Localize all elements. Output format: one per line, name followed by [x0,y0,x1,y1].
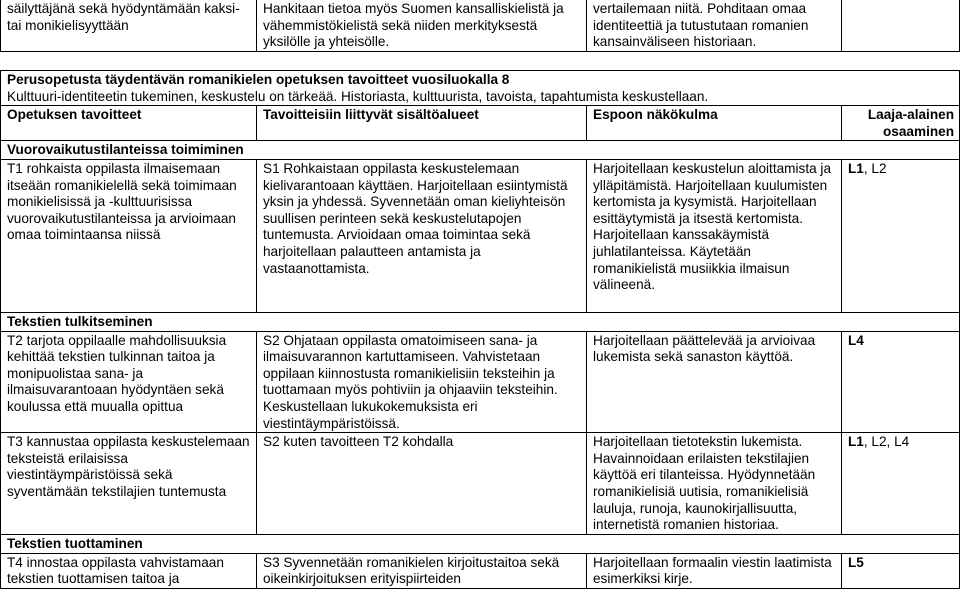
skill-other: , L2, L4 [863,434,910,450]
objectives-table [0,70,960,589]
header-espoo: Espoon näkökulma [587,106,842,141]
cell-content: S2 Ohjataan oppilasta omatoimiseen sana- ja ilmaisuvarannon kartuttamiseen. Vahvistetaan oppilaan kiinnostusta romanikielisiin teksteihin ja tuottamaan myös pohtiviin ja ohjaaviin teksteihin. Keskustellaan lukukokemuksista eri viestintäympäristöissä. [257,331,587,433]
group-heading-row [1,141,960,160]
table-row [1,0,960,52]
cell-skills [842,0,960,52]
header-skills: Laaja-alainen osaaminen [842,106,960,141]
skill-primary: L5 [848,554,864,570]
cell-goal: T4 innostaa oppilasta vahvistamaan tekstien tuottamisen taitoa ja [1,553,257,588]
cell-skills [842,433,960,535]
cell-skills [842,159,960,312]
group-heading: Tekstien tuottaminen [1,535,960,554]
section-title-row [1,71,960,106]
cell-espoo: Harjoitellaan päättelevää ja arvioivaa lukemista sekä sanaston käyttöä. [587,331,842,433]
cell-content: S2 kuten tavoitteen T2 kohdalla [257,433,587,535]
cell-espoo: Harjoitellaan keskustelun aloittamista ja ylläpitämistä. Harjoitellaan kuulumisten kertomista ja kysymistä. Harjoitellaan esittäytymistä ja itsestä kertomista. Harjoitellaan kanssakäymistä juhlatilanteissa. Käytetään romanikielistä musiikkia ilmaisun välineenä. [587,159,842,312]
cell-skills [842,553,960,588]
cell-espoo: vertailemaan niitä. Pohditaan omaa identiteettiä ja tutustutaan romanien kansainväliseen historiaan. [587,0,842,52]
table-row [1,331,960,433]
header-content: Tavoitteisiin liittyvät sisältöalueet [257,106,587,141]
header-goals: Opetuksen tavoitteet [1,106,257,141]
cell-espoo: Harjoitellaan formaalin viestin laatimista esimerkiksi kirje. [587,553,842,588]
cell-espoo: Harjoitellaan tietotekstin lukemista. Havainnoidaan erilaisten tekstilajien käyttöä eri tilanteissa. Hyödynnetään romanikielisiä uutisia, romanikielisiä lauluja, runoja, kaunokirjallisuutta, internetistä romanien historiaa. [587,433,842,535]
cell-skills [842,331,960,433]
skill-primary: L1 [848,160,864,176]
group-heading-row [1,535,960,554]
group-heading: Tekstien tulkitseminen [1,312,960,331]
cell-goal: T2 tarjota oppilaalle mahdollisuuksia kehittää tekstien tulkinnan taitoa ja monipuolistaa sana- ja ilmaisuvarantoaan hyödyntäen sekä koulussa että muualla opittua [1,331,257,433]
header-row [1,106,960,141]
skill-other: , L2 [863,160,887,176]
cell-goal: säilyttäjänä sekä hyödyntämään kaksi- tai monikielisyyttään [1,0,257,52]
skill-primary: L4 [848,332,864,348]
cell-goal: T1 rohkaista oppilasta ilmaisemaan itseään romanikielellä sekä toimimaan monikielisissä ja -kulttuurisissa vuorovaikutustilanteissa ja arvioimaan omaa toimintaansa niissä [1,159,257,312]
group-heading: Vuorovaikutustilanteissa toimiminen [1,141,960,160]
group-heading-row [1,312,960,331]
section-subtitle: Kulttuuri-identiteetin tukeminen, keskustelu on tärkeää. Historiasta, kulttuurista, tavoista, tapahtumista keskustellaan. [7,88,709,104]
cell-goal: T3 kannustaa oppilasta keskustelemaan teksteistä erilaisissa viestintäympäristöissä sekä syventämään tekstilajien tuntemusta [1,433,257,535]
cell-content: S1 Rohkaistaan oppilasta keskustelemaan kielivarantoaan käyttäen. Harjoitellaan esiintymistä yksin ja yhdessä. Syvennetään oman kieliyhteisön suullisen perinteen sekä keskustelutapojen tuntemusta. Arvioidaan omaa toimintaa sekä harjoitellaan palautteen antamista ja vastaanottamista. [257,159,587,312]
table-row [1,433,960,535]
cell-content: S3 Syvennetään romanikielen kirjoitustaitoa sekä oikeinkirjoituksen erityispiirteiden [257,553,587,588]
continued-table [0,0,960,52]
table-row [1,159,960,312]
section-title: Perusopetusta täydentävän romanikielen opetuksen tavoitteet vuosiluokalla 8 [7,72,510,87]
cell-content: Hankitaan tietoa myös Suomen kansalliskielistä ja vähemmistökielistä sekä niiden merkityksestä yksilölle ja yhteisölle. [257,0,587,52]
table-row [1,553,960,588]
skill-primary: L1 [848,434,864,450]
